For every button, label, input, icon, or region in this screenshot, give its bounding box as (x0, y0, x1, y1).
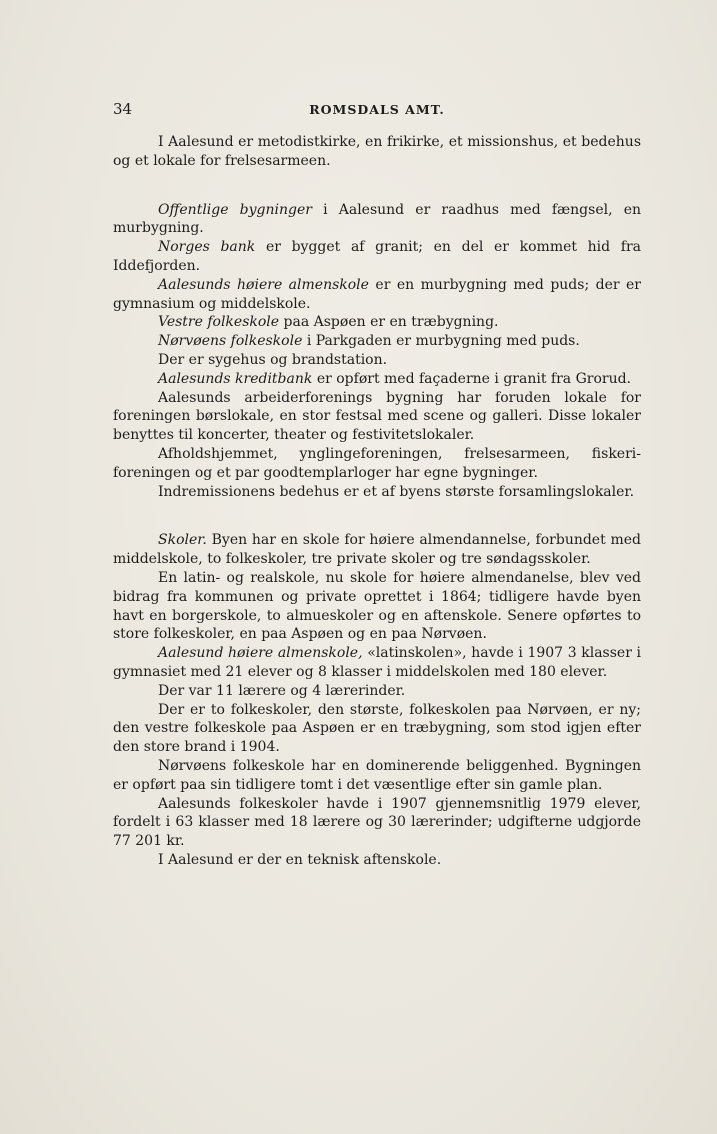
paragraph-folkeskoler (113, 701, 641, 757)
paragraph-text: Afholdshjemmet, ynglingeforeningen, frelsesarmeen, fiskeriforeningen og et par goodtemplarloger har egne bygninger. (113, 445, 641, 481)
paragraph-vestre-folkeskole (113, 313, 641, 332)
paragraph-text: Aalesunds folkeskoler havde i 1907 gjennemsnitlig 1979 elever, fordelt i 63 klasser med 18 lærere og 30 lærerinder; udgifterne udgjorde 77 201 kr. (113, 795, 641, 850)
paragraph-text: Der er sygehus og brandstation. (158, 351, 388, 368)
paragraph-text: Der er to folkeskoler, den største, folkeskolen paa Nørvøen, er ny; den vestre folkeskole paa Aspøen er en træbygning, som stod igjen efter den store brand i 1904. (113, 701, 641, 756)
paragraph-lead: Offentlige bygninger (158, 201, 312, 218)
paragraph-norvoens-folkeskole (113, 332, 641, 351)
paragraph-indremission (113, 483, 641, 502)
paragraph-lead: Aalesunds kreditbank (158, 370, 313, 387)
paragraph-sygehus (113, 351, 641, 370)
paragraph-lead: Aalesunds høiere almenskole (158, 276, 369, 293)
page-number: 34 (113, 100, 133, 118)
paragraph-folkeskoler-1907 (113, 795, 641, 851)
paragraph-lead: Skoler. (158, 532, 207, 549)
paragraph-lead: Vestre folkeskole (158, 314, 280, 331)
page-header (113, 100, 641, 120)
paragraph-text: Nørvøens folkeskole har en dominerende beliggenhed. Bygningen er opført paa sin tidligere tomt i det væsentlige efter sin gamle plan. (113, 757, 641, 793)
paragraph-hoiere-almenskole (113, 276, 641, 314)
paragraph-norges-bank (113, 238, 641, 276)
paragraph-aftenskole (113, 851, 641, 870)
paragraph-text: Der var 11 lærere og 4 lærerinder. (158, 682, 406, 699)
paragraph-text: Byen har en skole for høiere almendannelse, forbundet med middelskole, to folkeskoler, tre private skoler og tre søndagsskoler. (113, 532, 641, 568)
paragraph-afholdshjemmet (113, 445, 641, 483)
paragraph-churches (113, 133, 641, 171)
paragraph-norvoen-beliggenhed (113, 757, 641, 795)
paragraph-arbeiderforening (113, 389, 641, 445)
paragraph-text: I Aalesund er metodistkirke, en frikirke, et missionshus, et bedehus og et lokale for frelsesarmeen. (113, 134, 641, 169)
paragraph-lead: Nørvøens folkeskole (158, 333, 303, 350)
paragraph-text: En latin- og realskole, nu skole for høiere almendanelse, blev ved bidrag fra kommunen og private oprettet i 1864; tidligere havde byen havt en borgerskole, to almueskoler og en aftenskole. Senere opførtes to store folkeskoler, en paa Aspøen og en paa Nørvøen. (113, 569, 641, 643)
running-title: ROMSDALS AMT. (309, 102, 445, 117)
paragraph-almenskole-1907 (113, 644, 641, 682)
paragraph-skoler (113, 531, 641, 569)
paragraph-text: paa Aspøen er en træbygning. (279, 314, 499, 331)
paragraph-text: er en murbygning med puds; der er gymnasium og middelskole. (113, 276, 641, 312)
paragraph-text: «latinskolen», havde i 1907 3 klasser i gymnasiet med 21 elever og 8 klasser i middelskolen med 180 elever. (113, 645, 642, 680)
paragraph-lead: Aalesund høiere almenskole, (158, 645, 363, 662)
paragraph-kreditbank (113, 370, 641, 389)
paragraph-text: i Parkgaden er murbygning med puds. (302, 333, 580, 350)
body-text (113, 133, 641, 870)
paragraph-latinskole-history (113, 569, 641, 644)
paragraph-lead: Norges bank (158, 239, 256, 256)
paragraph-text: er opført med façaderne i granit fra Grorud. (312, 370, 631, 387)
paragraph-text: Aalesunds arbeiderforenings bygning har foruden lokale for foreningen børslokale, en stor festsal med scene og galleri. Disse lokaler benyttes til koncerter, theater og festivitetslokaler. (113, 389, 641, 444)
paragraph-laerere (113, 682, 641, 701)
paragraph-text: er bygget af granit; en del er kommet hid fra Iddefjorden. (113, 239, 642, 274)
paragraph-text: i Aalesund er raadhus med fængsel, en murbygning. (113, 201, 641, 237)
paragraph-text: I Aalesund er der en teknisk aftenskole. (158, 851, 442, 868)
paragraph-text: Indremissionens bedehus er et af byens største forsamlingslokaler. (158, 483, 635, 500)
paragraph-public-buildings (113, 201, 641, 239)
